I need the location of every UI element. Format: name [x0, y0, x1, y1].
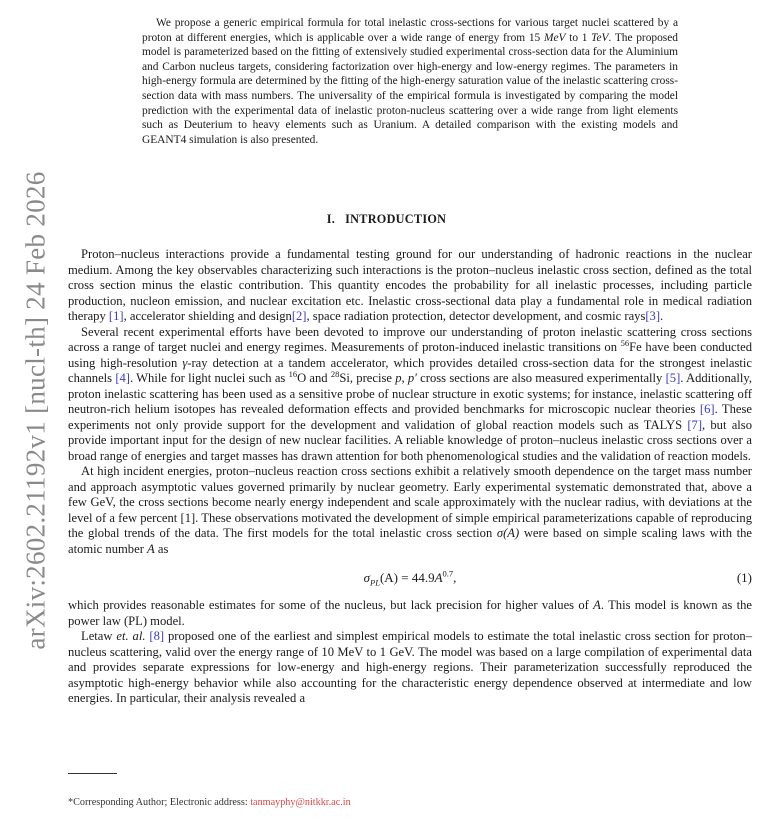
text: . This model is known as the power law (PL) model.: [68, 598, 752, 628]
equation-body: [364, 570, 457, 586]
abstract-text: We propose a generic empirical formula for total inelastic cross-sections for various target nuclei scattered by a proton at different energies, which is applicable over a wide range of energy from 15: [142, 17, 678, 44]
mass-number: 56: [620, 337, 630, 348]
citation-link-2[interactable]: [2]: [291, 309, 307, 323]
text: , space radiation protection, detector development, and cosmic rays: [306, 309, 646, 323]
mass-number: 16: [288, 368, 298, 379]
arxiv-identifier-stamp: [12, 170, 60, 650]
paragraph-4: [68, 598, 752, 629]
text: proposed one of the earliest and simplest empirical models to estimate the total inelastic cross section for proton–nucleus scattering, valid over the energy range of 10 MeV to 1 GeV. The model was based on a large compilation of experimental data and provides separate expressions for low-energy and high-energy regions. Their parameterization successfully reproduced the asymptotic high-energy behavior while also accounting for the characteristic energy dependence observed at intermediate and low energies. In particular, their analysis revealed a: [68, 629, 752, 705]
text: .: [660, 309, 664, 323]
abstract: [142, 16, 678, 147]
text: . These experiments not only provide support for the development and validation of global reaction models such as TALYS: [68, 402, 753, 432]
sigma-symbol: σ: [363, 569, 371, 585]
text: Several recent experimental efforts have been devoted to improve our understanding of proton inelastic scattering cross sections across a range of target nuclei and energy regimes. Measurements of proton-induced inelastic transitions on: [68, 324, 752, 354]
text: were based on simple scaling laws with the atomic number: [68, 526, 752, 556]
equation-1: [68, 557, 752, 598]
et-al: et. al.: [116, 629, 146, 643]
citation-link-1[interactable]: [1]: [108, 309, 124, 323]
text: , but also provide important input for the design of new nuclear facilities. A reliable knowledge of proton–nucleus inelastic cross sections over a broad range of energies and target masses has drawn attention for both phenomenological studies and the validation of reaction models.: [68, 417, 752, 463]
equation-exponent: 0.7: [442, 568, 454, 579]
footnote-divider: [68, 773, 117, 774]
citation-link-5[interactable]: [5]: [665, 371, 681, 385]
abstract-unit-mev: MeV: [543, 31, 566, 44]
paragraph-1: [68, 247, 752, 325]
section-title: INTRODUCTION: [345, 212, 447, 226]
abstract-unit-tev: TeV: [591, 31, 609, 44]
equation-subscript: PL: [370, 577, 380, 588]
paragraph-2: [68, 325, 752, 465]
abstract-text: to 1: [565, 31, 592, 44]
arxiv-id-text: arXiv:2602.21192v1 [nucl-th] 24 Feb 2026: [20, 170, 51, 650]
equation-text: (A) = 44.9: [379, 569, 435, 585]
introduction-body: [68, 247, 752, 707]
section-number: I.: [326, 212, 336, 226]
text: , accelerator shielding and design: [123, 309, 292, 323]
mass-number: 28: [330, 368, 340, 379]
footnote-label: *Corresponding Author; Electronic address:: [68, 797, 251, 808]
citation-link-7[interactable]: [7]: [687, 417, 703, 432]
footnote-corresponding-author: [68, 797, 351, 808]
text: as: [154, 541, 169, 556]
paragraph-5: [68, 629, 752, 707]
text: have been conducted using high-resolution: [68, 340, 753, 370]
section-heading-introduction: [0, 212, 773, 227]
text: , precise: [349, 371, 396, 385]
text: -ray detection at a tandem accelerator, which provides detailed cross-section data for the strongest inelastic channels: [68, 355, 752, 385]
element-symbol: O: [297, 371, 307, 385]
text: which provides reasonable estimates for some of the nucleus, but lack precision for higher values of: [68, 598, 594, 612]
gamma-symbol: γ: [182, 355, 188, 370]
equation-number: (1): [736, 569, 752, 585]
text: . Additionally, proton inelastic scattering has been used as a sensitive probe of nuclear structure in exotic systems; for instance, inelastic scattering off neutron-rich helium isotopes has revealed deformation effects and provided benchmarks for microscopic nuclear theories: [68, 371, 752, 416]
equation-variable: A: [434, 569, 443, 585]
element-symbol: Si: [339, 371, 350, 385]
math-a: A: [147, 541, 155, 556]
citation-link-8[interactable]: [8]: [149, 629, 165, 643]
math-a: A: [593, 598, 601, 612]
citation-link-3[interactable]: [3]: [645, 309, 661, 323]
math-sigma-a: σ(A): [496, 526, 520, 540]
citation-link-4[interactable]: [4]: [115, 371, 130, 385]
text: At high incident energies, proton–nucleus reaction cross sections exhibit a relatively smooth dependence on the target mass number and approach asymptotic values governed primarily by nuclear geometry. Early experimental systematic demonstrated that, above a few GeV, the cross sections become nearly energy independent and scale approximately with the nuclear radius, with deviations at the level of a few percent [1]. These observations motivated the development of simple empirical parameterizations capable of reproducing the global trends of the data. The first models for the total inelastic cross section: [68, 464, 752, 540]
email-link[interactable]: tanmayphy@nitkkr.ac.in: [250, 797, 351, 808]
citation-link-6[interactable]: [6]: [699, 402, 715, 416]
author-name: Letaw: [81, 629, 117, 643]
text: ,: [453, 569, 457, 585]
paragraph-3: [68, 464, 752, 557]
text: Proton–nucleus interactions provide a fundamental testing ground for our understanding of hadronic reactions in the nuclear medium. Among the key observables characterizing such interactions is the proton–nucleus inelastic cross section, defined as the total cross section minus the elastic contribution. This quantity encodes the probability for all inelastic processes, including particle production, nucleon emission, and nuclear excitation etc. Inelastic cross-sectional data play a fundamental role in medical radiation therapy: [68, 247, 752, 323]
math-p-pprime: p, p′: [395, 371, 417, 385]
text: cross sections are also measured experimentally: [416, 371, 666, 385]
text: . While for light nuclei such as: [130, 371, 289, 385]
element-symbol: Fe: [629, 340, 642, 354]
abstract-text: . The proposed model is parameterized based on the fitting of extensively studied experimental cross-section data for the Aluminium and Carbon nucleus targets, considering factorization over high-energy and low-energy regimes. The parameters in high-energy formula are determined by the fitting of the high-energy saturation value of the inelastic scattering cross-section data with mass numbers. The universality of the empirical formula is investigated by comparing the model prediction with the experimental data of inelastic proton-nucleus scattering over a wide range from light elements such as Deuterium to heavy elements such as Uranium. A detailed comparison with the existing models and GEANT4 simulation is also presented.: [142, 31, 678, 146]
text: and: [306, 371, 331, 385]
